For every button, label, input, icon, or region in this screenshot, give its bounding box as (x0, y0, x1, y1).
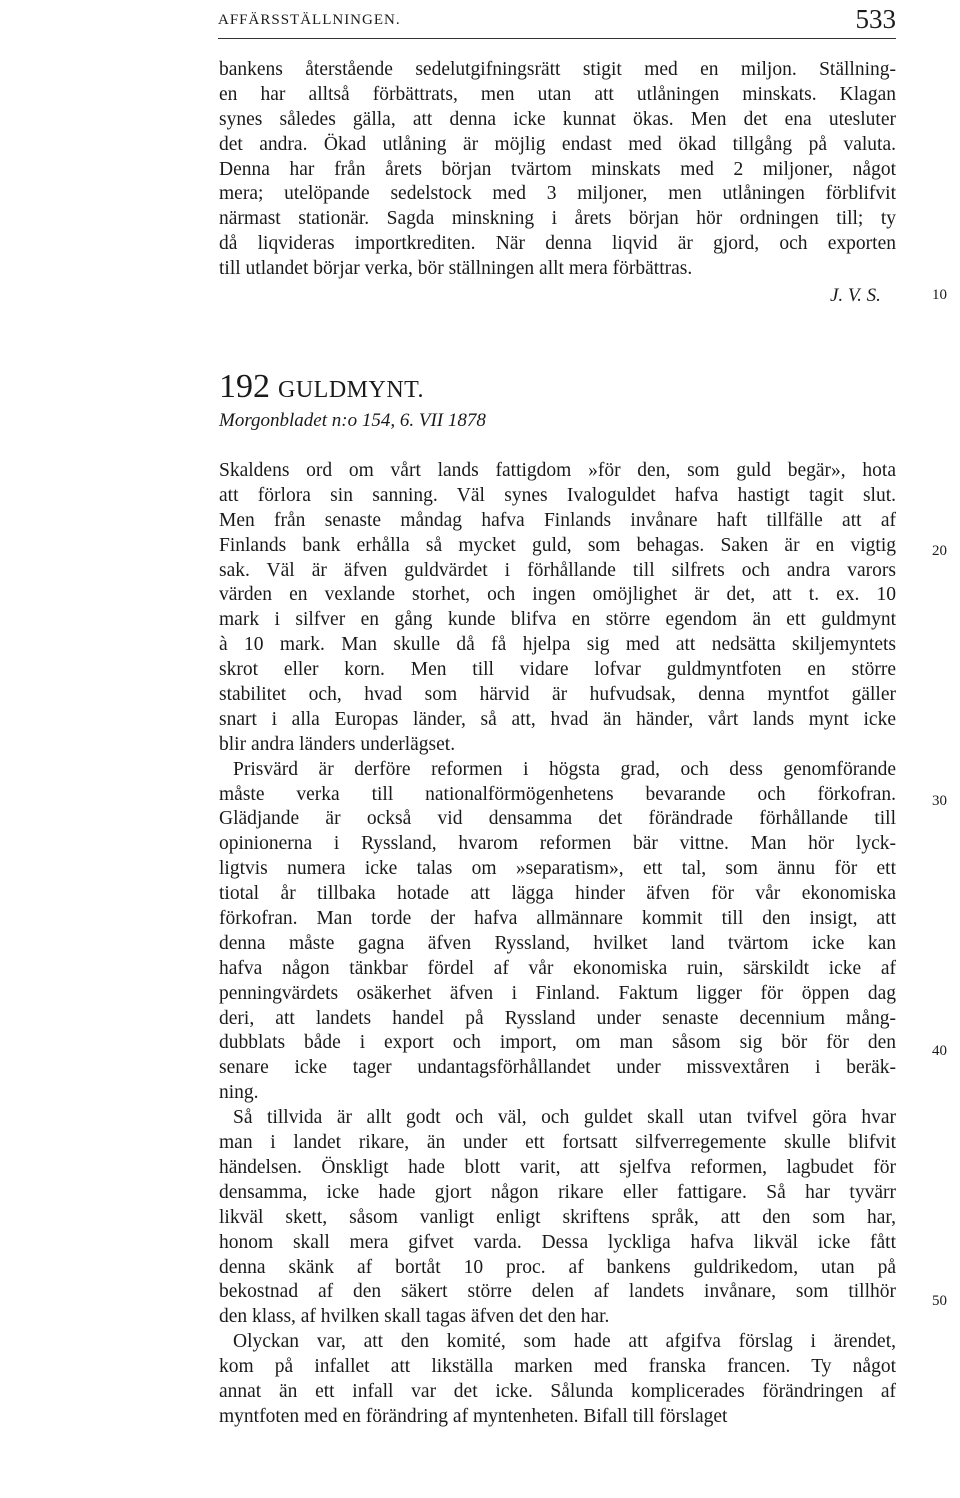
text-line: densamma, icke hade gjort någon rikare eller fattigare. Så har tyvärr (219, 1181, 896, 1203)
text-line: myntfoten med en förändring af myntenheten. Bifall till förslaget (219, 1405, 728, 1427)
article-header (219, 368, 424, 406)
text-line: ning. (219, 1082, 259, 1104)
text-line: senare icke tager undantagsförhållandet under missvextåren i beräk- (219, 1057, 896, 1079)
text-line: tiotal år tillbaka hotade att lägga hinder äfven för vår ekonomiska (219, 883, 896, 905)
text-line: hafva någon tänkbar fördel af vår ekonomiska ruin, särskildt icke af (219, 957, 896, 979)
running-head (218, 6, 896, 39)
text-line: deri, att landets handel på Ryssland under senaste decennium mång- (219, 1007, 896, 1029)
article-source: Morgonbladet n:o 154, 6. VII 1878 (219, 410, 486, 431)
article-title: GULDMYNT. (278, 377, 425, 403)
line-number: 30 (932, 793, 947, 809)
text-line: Olyckan var, att den komité, som hade att afgifva förslag i ärendet, (233, 1331, 896, 1353)
text-line: den klass, af hvilken skall tagas äfven det den har. (219, 1306, 610, 1328)
line-number: 50 (932, 1293, 947, 1309)
text-line: likväl skett, såsom vanligt enligt skriftens språk, att den som har, (219, 1206, 896, 1228)
text-line: synes således gälla, att denna icke kunnat ökas. Men det ena utesluter (219, 108, 896, 130)
text-line: à 10 mark. Man skulle då få hjelpa sig med att nedsätta skiljemyntets (219, 634, 896, 656)
line-number: 20 (932, 543, 947, 559)
text-line: stabilitet och, hvad som härvid är hufvudsak, denna myntfot gäller (219, 684, 896, 706)
text-line: måste verka till nationalförmögenhetens bevarande och förkofran. (219, 783, 896, 805)
text-line: skrot eller korn. Men till vidare lofvar guldmyntfoten en större (219, 659, 896, 681)
text-line: mera; utelöpande sedelstock med 3 miljoner, men utlåningen förblifvit (219, 183, 896, 205)
text-line: närmast stationär. Sagda minskning i årets början hör ordningen till; ty (219, 208, 896, 230)
text-line: honom skall mera gifvet varda. Dessa lyckliga hafva likväl icke fått (219, 1231, 896, 1253)
text-line: mark i silfver en gång kunde blifva en större egendom än ett guldmynt (219, 609, 896, 631)
top-paragraph (219, 58, 896, 282)
page-number: 533 (855, 4, 896, 34)
text-line: Men från senaste måndag hafva Finlands invånare haft tillfälle att af (219, 509, 896, 531)
text-line: Glädjande är också vid densamma det förändrade förhållande till (219, 808, 896, 830)
line-number: 40 (932, 1043, 947, 1059)
signature: J. V. S. (830, 285, 881, 306)
text-line: till utlandet börjar verka, bör ställningen allt mera förbättras. (219, 258, 693, 280)
line-number: 10 (932, 287, 947, 303)
text-line: Skaldens ord om vårt lands fattigdom »för den, som guld begär», hota (219, 460, 896, 481)
text-line: Finlands bank erhålla så mycket guld, som behagas. Saken är en vigtig (219, 534, 896, 556)
text-line: man i landet rikare, än under ett fortsatt silfverregemente skulle blifvit (219, 1132, 896, 1154)
article-number: 192 (219, 368, 270, 405)
text-line: Denna har från årets början tvärtom minskats med 2 miljoner, något (219, 158, 896, 180)
text-line: värden en vexlande storhet, och ingen omöjlighet är det, att t. ex. 10 (219, 584, 896, 606)
text-line: denna måste gagna äfven Ryssland, hvilket land tvärtom icke kan (219, 932, 896, 954)
text-line: denna skänk af bortåt 10 proc. af bankens guldrikedom, utan på (219, 1256, 896, 1278)
text-line: förkofran. Man torde der hafva allmännare kommit till den insigt, att (219, 908, 896, 930)
text-line: det andra. Ökad utlåning är möjlig endast med ökad tillgång på valuta. (219, 133, 896, 155)
text-line: att förlora sin sanning. Väl synes Ivaloguldet hafva hastigt tagit slut. (219, 484, 896, 506)
text-line: sak. Väl är äfven guldvärdet i förhållande till silfrets och andra varors (219, 559, 896, 581)
text-line: kom på infallet att likställa marken med franska francen. Ty något (219, 1356, 896, 1378)
text-line: blir andra länders underlägset. (219, 733, 456, 755)
text-line: händelsen. Önskligt hade blott varit, att sjelfva reformen, lagbudet för (219, 1156, 896, 1178)
article-body (219, 459, 896, 1430)
text-line: bankens återstående sedelutgifningsrätt stigit med en miljon. Ställning- (219, 59, 896, 80)
running-title: AFFÄRSSTÄLLNINGEN. (218, 12, 401, 28)
text-line: opinionerna i Ryssland, hvarom reformen bär vittne. Man hör lyck- (219, 833, 896, 855)
text-line: då liqvideras importkrediten. När denna liqvid är gjord, och exporten (219, 233, 896, 255)
text-line: bekostnad af den säkert större delen af landets invånare, som tillhör (219, 1281, 896, 1303)
text-line: snart i alla Europas länder, så att, hvad än händer, vårt lands mynt icke (219, 708, 896, 730)
text-line: Prisvärd är derföre reformen i högsta grad, och dess genomförande (233, 758, 896, 780)
text-line: en har alltså förbättrats, men utan att utlåningen minskats. Klagan (219, 83, 896, 105)
text-line: annat än ett infall var det icke. Sålunda komplicerades förändringen af (219, 1380, 896, 1402)
text-line: penningvärdets osäkerhet äfven i Finland. Faktum ligger för öppen dag (219, 982, 896, 1004)
text-line: Så tillvida är allt godt och väl, och guldet skall utan tvifvel göra hvar (233, 1107, 896, 1129)
text-line: ligtvis numera icke talas om »separatism», ett tal, som ännu för ett (219, 858, 896, 880)
text-line: dubblats både i export och import, om man såsom sig bör för den (219, 1032, 896, 1054)
